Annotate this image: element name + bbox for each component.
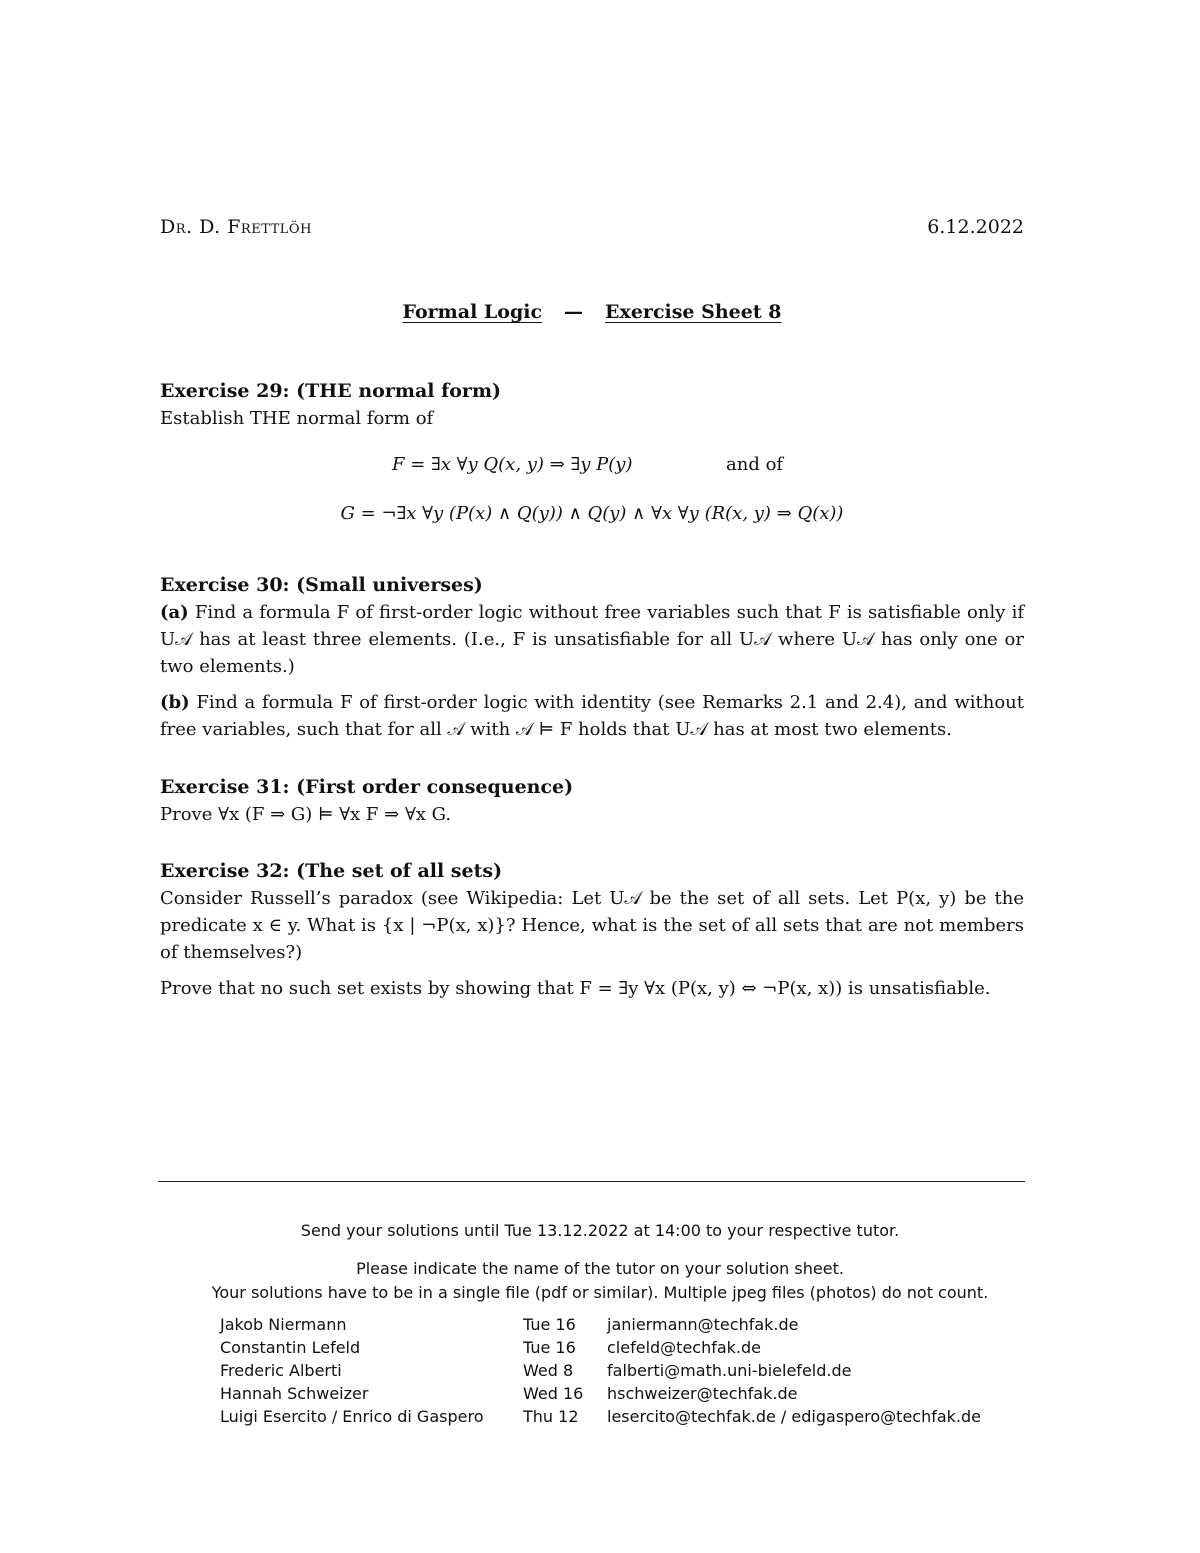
tutor-name: Jakob Niermann (220, 1315, 347, 1334)
tutor-slot: Wed 16 (523, 1384, 584, 1403)
page-title (160, 301, 1024, 323)
table-row (220, 1338, 981, 1361)
exercise-31-heading: Exercise 31: (First order consequence) (160, 776, 574, 798)
tutor-email: janiermann@techfak.de (607, 1315, 799, 1334)
title-dash: — (564, 301, 584, 323)
tutor-name: Frederic Alberti (220, 1361, 342, 1380)
table-row (220, 1315, 981, 1338)
footer-divider (158, 1181, 1025, 1182)
exercise-32 (160, 858, 1024, 1011)
footer-file-note: Your solutions have to be in a single file (pdf or similar). Multiple jpeg files (photos) do not count. (211, 1283, 989, 1302)
footer-deadline: Send your solutions until Tue 13.12.2022 at 14:00 to your respective tutor. (300, 1221, 900, 1240)
table-row (220, 1384, 981, 1407)
formula-G-text: G = ¬∃x ∀y (P(x) ∧ Q(y)) ∧ Q(y) ∧ ∀x ∀y (R(x, y) ⇒ Q(x)) (340, 503, 844, 524)
tutor-name: Constantin Lefeld (220, 1338, 361, 1357)
formula-G (160, 503, 1024, 524)
exercise-31 (160, 774, 1024, 837)
course-title: Formal Logic (402, 301, 543, 323)
exercise-30-part-b (160, 689, 1024, 743)
table-row (220, 1361, 981, 1384)
exercise-29-intro: Establish THE normal form of (160, 408, 434, 429)
exercise-30-part-a (160, 599, 1024, 680)
exercise-30 (160, 572, 1024, 752)
author: Dr. D. Frettlöh (160, 216, 312, 238)
tutor-table (220, 1315, 981, 1430)
date: 6.12.2022 (927, 216, 1024, 238)
exercise-31-body: Prove ∀x (F ⇒ G) ⊨ ∀x F ⇒ ∀x G. (160, 804, 452, 825)
part-b-label: (b) (160, 692, 190, 713)
exercise-32-body-2: Prove that no such set exists by showing that F = ∃y ∀x (P(x, y) ⇔ ¬P(x, x)) is unsatisfiable. (160, 978, 991, 999)
table-row (220, 1407, 981, 1430)
tutor-slot: Tue 16 (523, 1338, 576, 1357)
tutor-name: Luigi Esercito / Enrico di Gaspero (220, 1407, 484, 1426)
tutor-slot: Wed 8 (523, 1361, 574, 1380)
formula-F-text: F = ∃x ∀y Q(x, y) ⇒ ∃y P(y) (392, 454, 633, 475)
exercise-29-heading: Exercise 29: (THE normal form) (160, 380, 502, 402)
tutor-email: falberti@math.uni-bielefeld.de (607, 1361, 852, 1380)
tutor-email: hschweizer@techfak.de (607, 1384, 798, 1403)
exercise-30-heading: Exercise 30: (Small universes) (160, 574, 483, 596)
tutor-email: clefeld@techfak.de (607, 1338, 762, 1357)
tutor-slot: Tue 16 (523, 1315, 576, 1334)
sheet-title: Exercise Sheet 8 (605, 301, 782, 323)
part-a-text: Find a formula F of first-order logic without free variables such that F is satisfiable only if U𝒜 has at least three elements. (I.e., F is unsatisfiable for all U𝒜 where U𝒜 has only one or two elements.) (160, 602, 1024, 677)
tutor-slot: Thu 12 (523, 1407, 579, 1426)
tutor-name: Hannah Schweizer (220, 1384, 369, 1403)
part-b-text: Find a formula F of first-order logic with identity (see Remarks 2.1 and 2.4), and without free variables, such that for all 𝒜 with 𝒜 ⊨ F holds that U𝒜 has at most two elements. (160, 692, 1024, 740)
and-of-text: and of (726, 454, 784, 475)
part-a-label: (a) (160, 602, 189, 623)
footer-tutor-note: Please indicate the name of the tutor on your solution sheet. (356, 1259, 844, 1278)
exercise-29 (160, 378, 1024, 441)
exercise-32-heading: Exercise 32: (The set of all sets) (160, 860, 503, 882)
tutor-email: lesercito@techfak.de / edigaspero@techfak.de (607, 1407, 982, 1426)
exercise-32-body-1: Consider Russell’s paradox (see Wikipedia: Let U𝒜 be the set of all sets. Let P(x, y) be the predicate x ∈ y. What is {x | ¬P(x, x)}? Hence, what is the set of all sets that are not members of themselves?) (160, 888, 1024, 963)
